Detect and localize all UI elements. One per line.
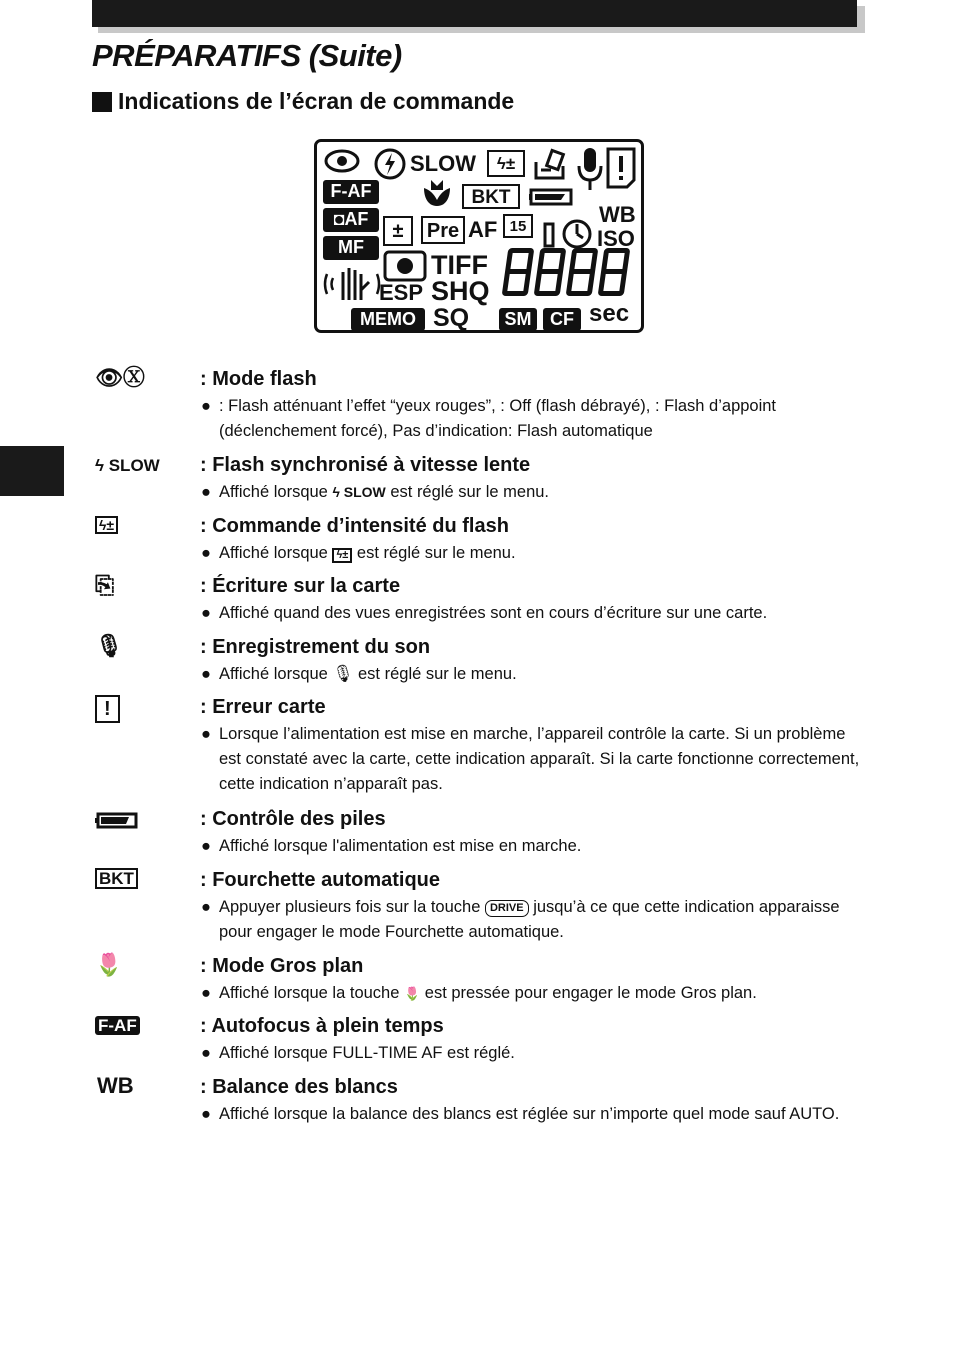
- bullet-icon: ●: [201, 837, 211, 855]
- entry-description: [201, 1102, 881, 1127]
- flash-intensity-icon: ϟ±: [95, 516, 118, 534]
- entry-description-text: Affiché lorsque FULL-TIME AF est réglé.: [219, 1044, 515, 1062]
- bullet-icon: ●: [201, 984, 211, 1002]
- entry-description: [201, 541, 866, 566]
- bullet-icon: ●: [201, 1044, 211, 1062]
- bullet-icon: ●: [201, 1105, 211, 1123]
- entry-title: : Mode Gros plan: [200, 955, 364, 977]
- entry-description: [201, 895, 866, 945]
- desc-before: Appuyer plusieurs fois sur la touche: [219, 898, 481, 916]
- lcd-mf: MF: [323, 236, 379, 260]
- lcd-cf: CF: [543, 308, 581, 331]
- desc-before: Affiché lorsque: [219, 483, 328, 501]
- entry-description-text: Lorsque l’alimentation est mise en marche, l’appareil contrôle la carte. Si un problème est constaté avec la carte, cette indication apparaît. Si la carte fonctionne correctement, cette indication n’apparaît pas.: [219, 725, 860, 793]
- lcd-sec: sec: [589, 300, 630, 327]
- f-af-icon: F-AF: [95, 1016, 140, 1035]
- slow-sync-inline-icon: ϟ SLOW: [332, 484, 386, 500]
- desc-after: est pressée pour engager le mode Gros plan.: [424, 984, 757, 1002]
- microphone-icon: 🎙: [95, 633, 123, 658]
- entry-description-text: Affiché lorsque l'alimentation est mise en marche.: [219, 837, 582, 855]
- flash-mode-icon: 👁Ⓧ: [95, 365, 145, 390]
- drive-key-icon: DRIVE: [485, 900, 529, 917]
- entry-description-text: Affiché lorsque la balance des blancs est réglée sur n’importe quel mode sauf AUTO.: [219, 1105, 840, 1123]
- entry-title: : Mode flash: [200, 368, 317, 390]
- page-title: PRÉPARATIFS (Suite): [92, 38, 402, 73]
- entry-title: : Enregistrement du son: [200, 636, 431, 658]
- entry-title: : Autofocus à plein temps: [200, 1015, 444, 1037]
- lcd-tiff: TIFF: [431, 250, 488, 280]
- microphone-inline-icon: 🎙: [332, 665, 354, 683]
- macro-inline-icon: 🌷: [404, 986, 421, 1001]
- lcd-af: AF: [468, 217, 498, 242]
- slow-sync-icon: ϟ SLOW: [95, 456, 160, 475]
- bullet-icon: ●: [201, 665, 211, 683]
- lcd-f-af: F-AF: [323, 180, 379, 204]
- entry-title: : Contrôle des piles: [200, 808, 386, 830]
- entry-description: [201, 834, 866, 859]
- lcd-exposure-comp-icon: ±: [383, 216, 413, 246]
- lcd-spot-af-label: AF: [344, 209, 369, 229]
- lcd-esp: ESP: [379, 280, 424, 305]
- desc-before: Affiché lorsque: [219, 665, 328, 683]
- wb-icon: WB: [97, 1073, 134, 1098]
- battery-icon: [95, 811, 139, 831]
- bullet-icon: ●: [201, 898, 211, 916]
- desc-after: est réglé sur le menu.: [358, 665, 517, 683]
- lcd-wb: WB: [599, 202, 636, 227]
- lcd-shq: SHQ: [431, 276, 490, 306]
- lcd-flash-intensity-icon: ϟ±: [487, 150, 525, 177]
- entry-description: [201, 1041, 866, 1066]
- entry-description: [201, 601, 866, 626]
- entry-description-text: Affiché quand des vues enregistrées sont en cours d’écriture sur une carte.: [219, 604, 768, 622]
- entry-description: [201, 662, 866, 687]
- bullet-icon: ●: [201, 544, 211, 562]
- lcd-bkt: BKT: [462, 184, 520, 209]
- macro-icon: 🌷: [95, 952, 123, 977]
- bullet-icon: ●: [201, 483, 211, 501]
- lcd-spot-af: ◘AF: [323, 208, 379, 232]
- bkt-icon: BKT: [95, 868, 138, 889]
- entry-title: : Fourchette automatique: [200, 869, 441, 891]
- entry-title: : Écriture sur la carte: [200, 575, 401, 597]
- entry-title: : Flash synchronisé à vitesse lente: [200, 454, 531, 476]
- lcd-sq: SQ: [433, 304, 470, 332]
- desc-after: est réglé sur le menu.: [356, 544, 516, 562]
- entry-description: [201, 722, 866, 797]
- entry-description: [201, 394, 866, 444]
- lcd-frame-counter: 15: [503, 214, 533, 238]
- lcd-memo: MEMO: [351, 308, 425, 331]
- entry-title: : Balance des blancs: [200, 1076, 398, 1098]
- bullet-icon: ●: [201, 397, 211, 415]
- lcd-slow: SLOW: [410, 151, 476, 176]
- lcd-preset: Pre: [421, 216, 465, 244]
- lcd-sm: SM: [499, 308, 537, 331]
- entry-title: : Erreur carte: [200, 696, 326, 718]
- card-error-icon: !: [95, 695, 120, 723]
- entry-description-text: : Flash atténuant l’effet “yeux rouges”, : Off (flash débrayé), : Flash d’appoint (déclenchement forcé), Pas d’indication: Flash automatique: [219, 397, 777, 440]
- lcd-iso: ISO: [597, 226, 635, 251]
- bullet-icon: ●: [201, 604, 211, 622]
- entry-description: [201, 480, 866, 505]
- desc-after: est réglé sur le menu.: [390, 483, 550, 501]
- desc-after: jusqu’à ce que cette indication apparaisse pour engager le mode Fourchette automatique.: [219, 898, 840, 941]
- card-write-icon: ⎘: [95, 572, 115, 599]
- flash-intensity-inline-icon: ϟ±: [332, 548, 352, 563]
- bullet-icon: ●: [201, 725, 211, 743]
- entry-title: : Commande d’intensité du flash: [200, 515, 509, 537]
- desc-before: Affiché lorsque: [219, 544, 328, 562]
- desc-before: Affiché lorsque la touche: [219, 984, 400, 1002]
- entry-description: [201, 981, 866, 1006]
- section-heading-text: Indications de l’écran de commande: [118, 88, 515, 114]
